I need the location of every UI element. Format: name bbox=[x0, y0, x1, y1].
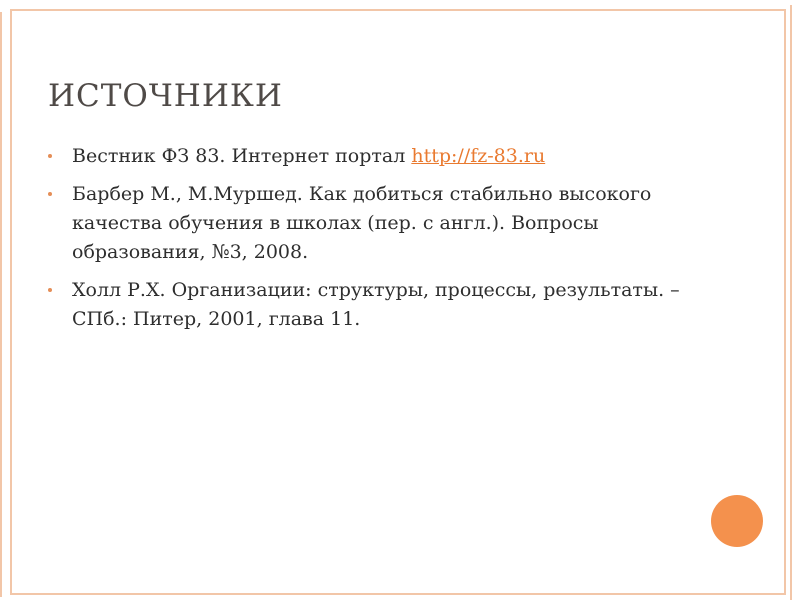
right-decorative-line bbox=[790, 5, 800, 600]
source-item-3-text: Холл Р.Х. Организации: структуры, процессы, результаты. – СПб.: Питер, 2001, глава 11. bbox=[72, 279, 680, 330]
source-item-3 bbox=[46, 276, 706, 334]
bullet-dot-icon bbox=[48, 288, 52, 292]
source-item-1-text: Вестник ФЗ 83. Интернет портал bbox=[72, 145, 412, 167]
left-decorative-line bbox=[0, 12, 8, 597]
slide-title: ИСТОЧНИКИ bbox=[48, 78, 283, 114]
source-link[interactable]: http://fz-83.ru bbox=[411, 145, 546, 167]
source-item-1 bbox=[46, 142, 706, 171]
bullet-dot-icon bbox=[48, 154, 52, 158]
sources-list bbox=[46, 142, 706, 343]
orange-circle-decoration bbox=[711, 495, 763, 547]
source-item-2-text: Барбер М., М.Муршед. Как добиться стабильно высокого качества обучения в школах (пер. с англ.). Вопросы образования, №3, 2008. bbox=[72, 183, 652, 263]
source-item-2 bbox=[46, 180, 706, 267]
bullet-dot-icon bbox=[48, 192, 52, 196]
